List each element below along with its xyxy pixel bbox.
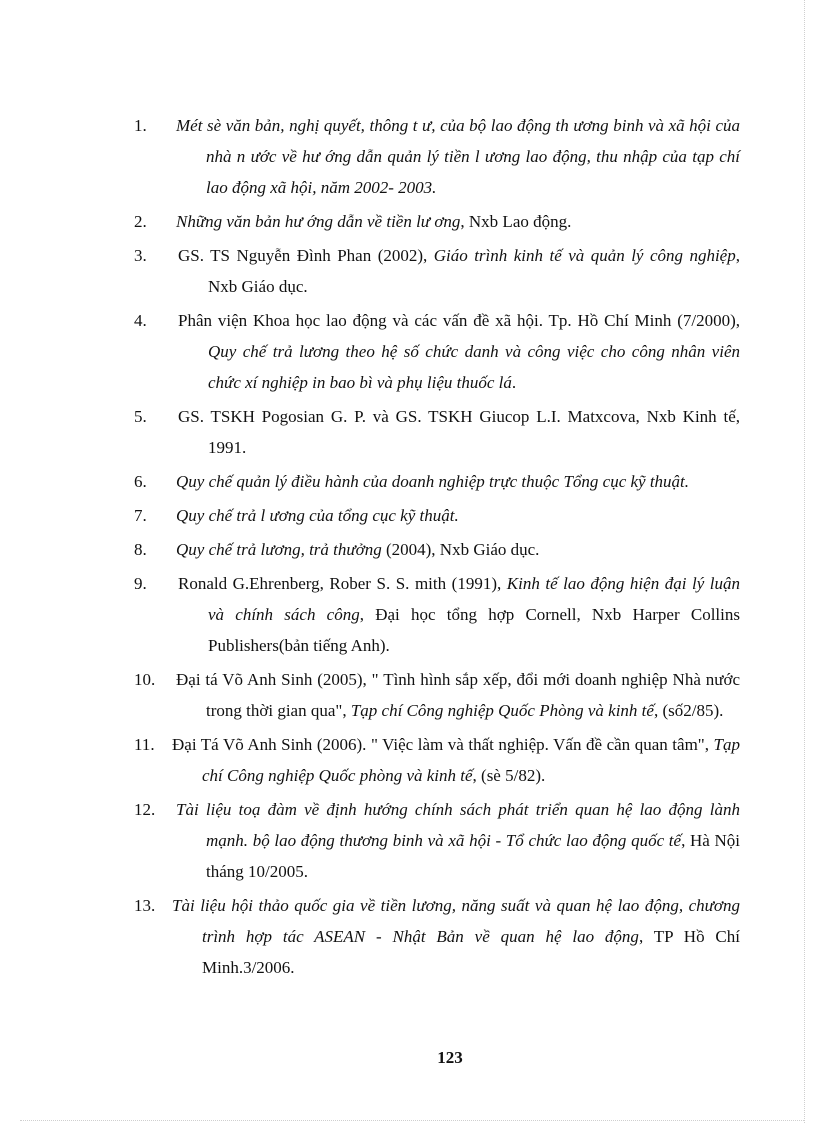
reference-number: 10. bbox=[134, 670, 156, 689]
reference-item bbox=[134, 110, 740, 203]
reference-item bbox=[134, 500, 740, 531]
reference-number: 11. bbox=[134, 735, 155, 754]
reference-text bbox=[172, 729, 740, 791]
reference-number: 7. bbox=[134, 506, 147, 525]
reference-detail: GS. TS Nguyễn Đình Phan (2002), bbox=[178, 246, 434, 265]
reference-number: 12. bbox=[134, 800, 156, 819]
reference-text bbox=[176, 110, 740, 203]
reference-detail: , (số2/85). bbox=[653, 701, 724, 720]
reference-number: 8. bbox=[134, 540, 147, 559]
reference-text bbox=[176, 534, 740, 565]
reference-number: 3. bbox=[134, 246, 147, 265]
reference-text bbox=[176, 466, 740, 497]
reference-title: Mét sè văn bản, nghị quyết, thông t ư, của bộ lao động th ương binh và xã hội của nhà n ước về hư ớng dẫn quản lý tiền l ương lao động, thu nhập của tạp chí lao động xã hội, năm 2002- 2003. bbox=[176, 116, 740, 197]
reference-number: 4. bbox=[134, 311, 147, 330]
reference-detail: . bbox=[511, 373, 517, 392]
reference-text bbox=[178, 568, 740, 661]
page-border-bottom bbox=[20, 1120, 804, 1121]
reference-number: 1. bbox=[134, 116, 147, 135]
reference-detail: , (sè 5/82). bbox=[472, 766, 546, 785]
reference-item bbox=[134, 664, 740, 726]
reference-title: Quy chế trả l ương của tổng cục kỹ thuật. bbox=[176, 506, 459, 525]
reference-detail: , Đại học tổng hợp Cornell, Nxb Harper Collins Publishers(bản tiếng Anh). bbox=[208, 605, 740, 655]
reference-text bbox=[178, 305, 740, 398]
reference-detail: , TP Hồ Chí Minh.3/2006. bbox=[202, 927, 740, 977]
reference-text bbox=[178, 240, 740, 302]
reference-number: 6. bbox=[134, 472, 147, 491]
reference-text bbox=[178, 401, 740, 463]
reference-title: Tài liệu hội thảo quốc gia về tiền lương, năng suất và quan hệ lao động, chương trình hợp tác ASEAN - Nhật Bản về quan hệ lao động bbox=[172, 896, 740, 946]
reference-item bbox=[134, 794, 740, 887]
reference-detail: , Hà Nội tháng 10/2005. bbox=[206, 831, 740, 881]
reference-item bbox=[134, 240, 740, 302]
page-number: 123 bbox=[437, 1048, 463, 1067]
reference-detail: Ronald G.Ehrenberg, Rober S. S. mith (1991), bbox=[178, 574, 507, 593]
reference-title: Những văn bản hư ớng dẫn về tiền lư ơng bbox=[176, 212, 461, 231]
reference-text bbox=[176, 206, 740, 237]
page-border-right bbox=[804, 0, 805, 1123]
reference-title: Quy chế quản lý điều hành của doanh nghiệp trực thuộc Tổng cục kỹ thuật. bbox=[176, 472, 690, 491]
reference-item bbox=[134, 401, 740, 463]
reference-detail: Đại Tá Võ Anh Sinh (2006). " Việc làm và thất nghiệp. Vấn đề cần quan tâm", bbox=[172, 735, 714, 754]
reference-item bbox=[134, 305, 740, 398]
reference-text bbox=[172, 890, 740, 983]
reference-title: Giáo trình kinh tế và quản lý công nghiệp bbox=[433, 246, 736, 265]
reference-item bbox=[134, 729, 740, 791]
reference-text bbox=[176, 664, 740, 726]
reference-text bbox=[176, 794, 740, 887]
reference-text bbox=[176, 500, 740, 531]
reference-list bbox=[134, 110, 740, 986]
reference-number: 9. bbox=[134, 574, 147, 593]
reference-title: Quy chế trả lương theo hệ số chức danh và công việc cho công nhân viên chức xí nghiệp in bao bì và phụ liệu thuốc lá bbox=[208, 342, 740, 392]
reference-item bbox=[134, 466, 740, 497]
reference-number: 5. bbox=[134, 407, 147, 426]
reference-detail: GS. TSKH Pogosian G. P. và GS. TSKH Giucop L.I. Matxcova, Nxb Kinh tế, 1991. bbox=[178, 407, 740, 457]
reference-number: 13. bbox=[134, 896, 156, 915]
reference-title: Kinh tế lao động hiện đại lý luận và chính sách công bbox=[208, 574, 740, 624]
reference-title: Tạp chí Công nghiệp Quốc phòng và kinh tế bbox=[202, 735, 740, 785]
reference-detail: Đại tá Võ Anh Sinh (2005), " Tình hình sắp xếp, đổi mới doanh nghiệp Nhà nước trong thời gian qua", bbox=[176, 670, 740, 720]
reference-title: Tạp chí Công nghiệp Quốc Phòng và kinh tế bbox=[350, 701, 654, 720]
reference-item bbox=[134, 534, 740, 565]
reference-item bbox=[134, 206, 740, 237]
reference-item bbox=[134, 890, 740, 983]
reference-detail: , Nxb Giáo dục. bbox=[208, 246, 740, 296]
reference-number: 2. bbox=[134, 212, 147, 231]
reference-detail: , Nxb Lao động. bbox=[460, 212, 572, 231]
reference-title: Tài liệu toạ đàm về định hướng chính sách phát triển quan hệ lao động lành mạnh. bộ lao động thương binh và xã hội - Tổ chức lao động quốc tế bbox=[176, 800, 740, 850]
reference-detail: (2004), Nxb Giáo dục. bbox=[381, 540, 540, 559]
reference-item bbox=[134, 568, 740, 661]
reference-title: Quy chế trả lương, trả thưởng bbox=[176, 540, 382, 559]
reference-detail: Phân viện Khoa học lao động và các vấn đề xã hội. Tp. Hồ Chí Minh (7/2000), bbox=[178, 311, 740, 330]
